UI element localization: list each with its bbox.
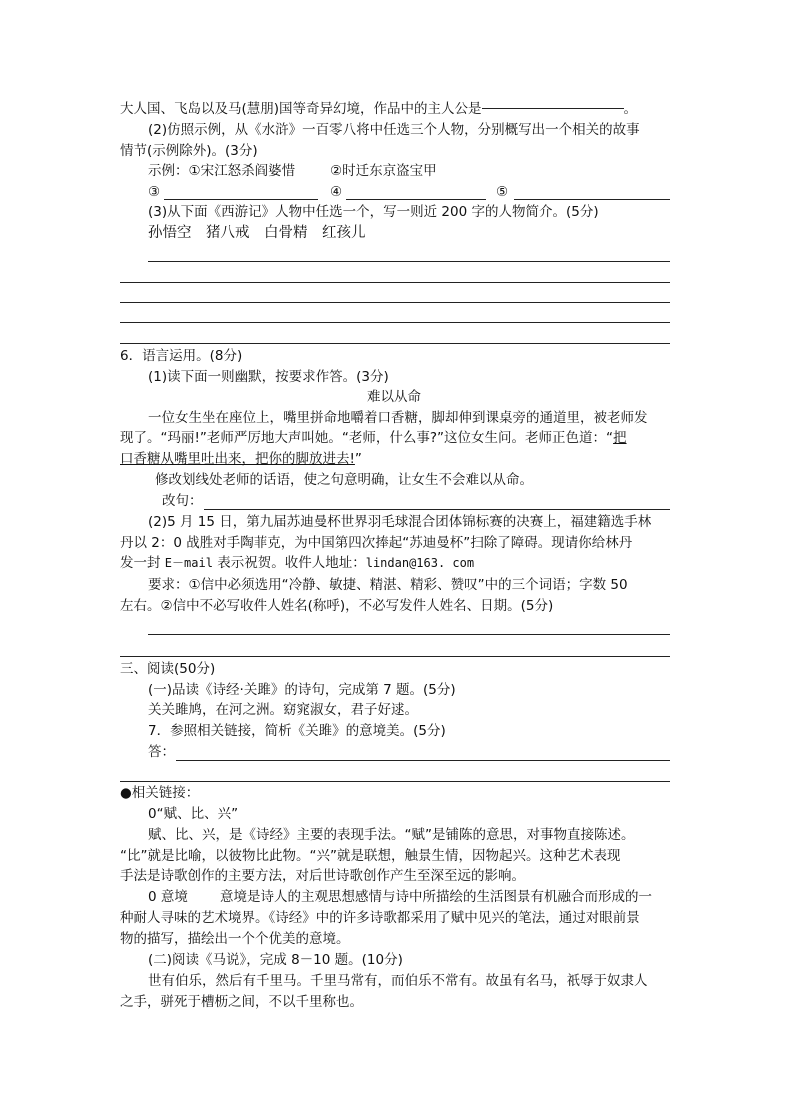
term1-title: 0“赋、比、兴” (148, 806, 239, 822)
guanju-poem: 关关雎鸠，在河之洲。窈窕淑女，君子好逑。 (148, 702, 418, 718)
blank-3-label: ③ (148, 184, 161, 200)
xiyouji-characters: 孙悟空 猪八戒 白骨精 红孩儿 (148, 225, 366, 241)
term2-title: 0 意境 (148, 889, 188, 905)
q7: 7．参照相关链接，简析《关雎》的意境美。(5分) (148, 723, 446, 739)
underlined-speech-start: 把 (613, 430, 627, 446)
term2-line3: 物的描写，描绘出一个个优美的意境。 (120, 931, 350, 947)
q6-p1: (1)读下面一则幽默，按要求作答。(3分) (148, 369, 389, 385)
q6-p2-line3 (120, 553, 474, 573)
revise-label: 改句： (162, 493, 203, 509)
term1-line3: 手法是诗歌创作的主要方法，对后世诗歌创作产生至深至远的影响。 (120, 868, 525, 884)
answer-line[interactable] (120, 322, 670, 323)
q7-answer-label: 答： (148, 744, 175, 760)
blank-5-line[interactable] (514, 199, 670, 200)
recipient-address: lindan@163. com (365, 556, 475, 570)
q7-answer-line[interactable] (120, 781, 670, 782)
answer-line[interactable] (120, 302, 670, 303)
story-line3-end: ” (354, 451, 362, 467)
q6-requirements-2: 左右。②信中不必写收件人姓名(称呼)，不必写发件人姓名、日期。(5分) (120, 598, 554, 614)
email-answer-line[interactable] (120, 656, 670, 657)
q6-p2-line1: (2)5 月 15 日，第九届苏迪曼杯世界羽毛球混合团体锦标赛的决赛上，福建籍选手林 (148, 514, 652, 530)
answer-line[interactable] (120, 343, 670, 344)
q5-p2-line2: 情节(示例除外)。(3分) (120, 143, 258, 159)
part3-heading: 三、阅读(50分) (120, 661, 216, 677)
email-term: E－mail (164, 556, 213, 570)
q5-line1-end: 。 (623, 101, 638, 117)
protagonist-blank[interactable] (482, 96, 624, 109)
q5-example-2: ②时迁东京盗宝甲 (330, 163, 437, 179)
q6-p2-line3-b: 表示祝贺。收件人地址： (212, 555, 366, 571)
story-line1: 一位女生坐在座位上，嘴里拼命地嚼着口香糖，脚却伸到课桌旁的通道里，被老师发 (148, 410, 648, 426)
q6-heading: 6．语言运用。(8分) (120, 348, 243, 364)
q5-line1-text: 大人国、飞岛以及马(慧朋)国等奇异幻境，作品中的主人公是 (120, 101, 482, 117)
term1-line2: “比”就是比喻，以彼物比此物。“兴”就是联想，触景生情，因物起兴。这种艺术表现 (120, 848, 621, 864)
q5-p2-line1: (2)仿照示例，从《水浒》一百零八将中任选三个人物，分别概写出一个相关的故事 (148, 122, 640, 138)
q5-line1 (120, 99, 637, 119)
email-answer-line[interactable] (148, 634, 670, 635)
q6-p2-line2: 丹以 2：0 战胜对手陶菲克，为中国第四次捧起“苏迪曼杯”扫除了障碍。现请你给林丹 (120, 535, 633, 551)
blank-5-label: ⑤ (496, 184, 509, 200)
term2-line1: 意境是诗人的主观思想感情与诗中所描绘的生活图景有机融合而形成的一 (220, 889, 652, 905)
related-links-heading: ●相关链接： (120, 785, 200, 801)
story-title: 难以从命 (367, 389, 421, 405)
q6-instruction: 修改划线处老师的话语，使之句意明确，让女生不会难以从命。 (155, 472, 533, 488)
story-line3 (120, 449, 362, 469)
blank-4-label: ④ (330, 184, 343, 200)
mashuo-line1: 世有伯乐，然后有千里马。千里马常有，而伯乐不常有。故虽有名马，祇辱于奴隶人 (148, 973, 648, 989)
q6-requirements-1: 要求：①信中必须选用“冷静、敏捷、精湛、精彩、赞叹”中的三个词语；字数 50 (148, 577, 628, 593)
term2-line2: 种耐人寻味的艺术境界。《诗经》中的许多诗歌都采用了赋中见兴的笔法，通过对眼前景 (120, 910, 640, 926)
underlined-speech: 口香糖从嘴里吐出来，把你的脚放进去! (120, 451, 355, 467)
q6-p2-line3-a: 发一封 (120, 555, 165, 571)
q5-example: 示例：①宋江怒杀阎婆惜 (148, 163, 296, 179)
mashuo-line2: 之手，骈死于槽枥之间，不以千里称也。 (120, 994, 363, 1010)
blank-3-line[interactable] (164, 199, 318, 200)
q5-p3: (3)从下面《西游记》人物中任选一个，写一则近 200 字的人物简介。(5分) (148, 204, 599, 220)
q7-answer-line[interactable] (176, 760, 670, 761)
revise-answer-line[interactable] (204, 509, 670, 510)
story-line2-text: 现了。“玛丽!”老师严厉地大声叫她。“老师，什么事?”这位女生问。老师正色道：“ (120, 430, 614, 446)
story-line2 (120, 428, 627, 448)
blank-4-line[interactable] (346, 199, 486, 200)
answer-line[interactable] (120, 282, 670, 283)
part3-sec1: (一)品读《诗经·关雎》的诗句，完成第 7 题。(5分) (148, 682, 456, 698)
part3-sec2: (二)阅读《马说》，完成 8－10 题。(10分) (148, 952, 403, 968)
answer-line[interactable] (148, 261, 670, 262)
term1-line1: 赋、比、兴，是《诗经》主要的表现手法。“赋”是铺陈的意思，对事物直接陈述。 (148, 827, 635, 843)
